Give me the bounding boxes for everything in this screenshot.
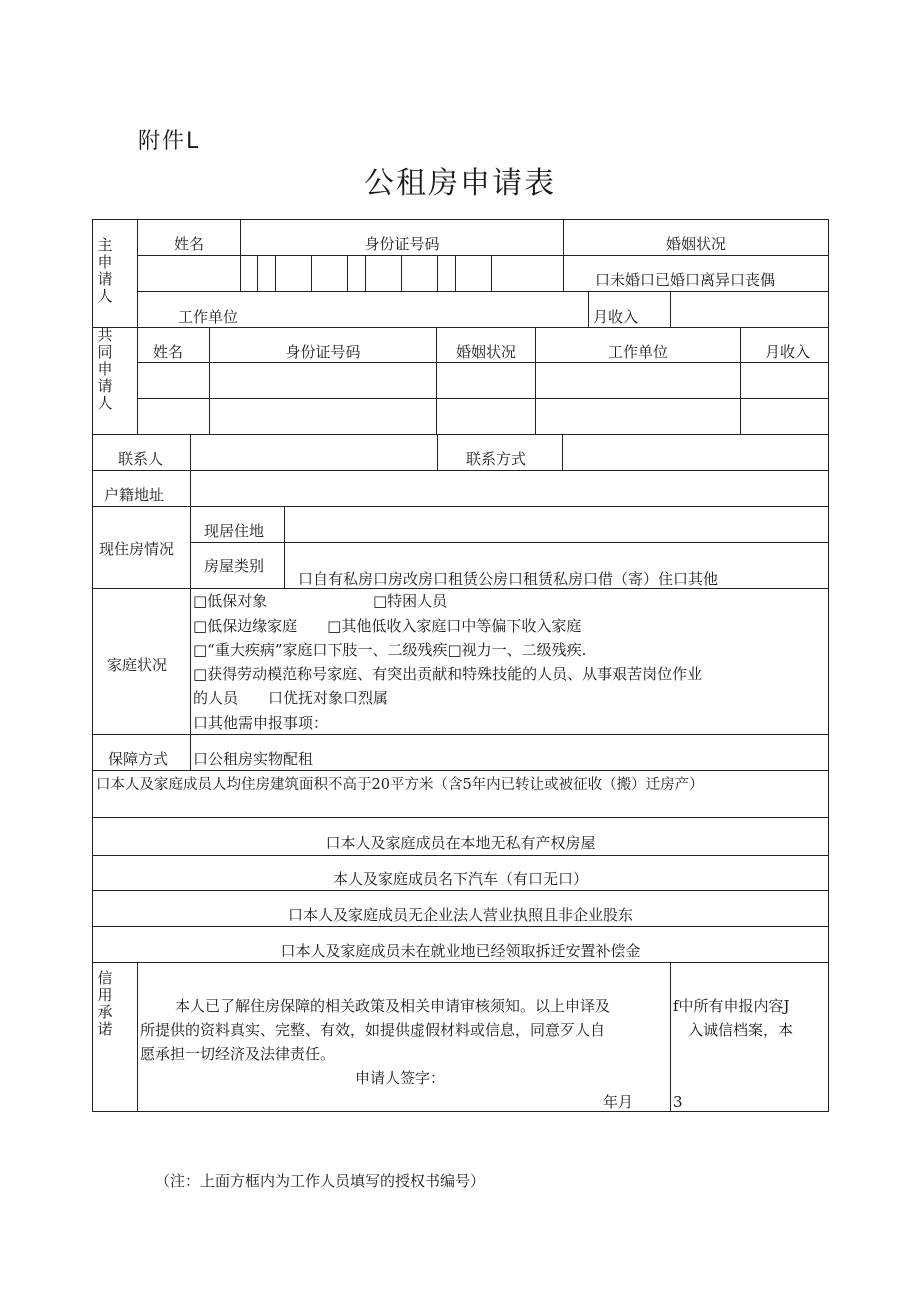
co-id-label: 身份证号码 [285,343,361,361]
rule [92,734,829,735]
rule [437,434,438,470]
rule [92,770,829,771]
rule [190,542,829,543]
id-digit-box [257,255,258,291]
rule [92,434,829,435]
condition-area[interactable]: 口本人及家庭成员人均住房建筑面积不高于20平方米（含5年内已转让或被征收（搬）迁房产） [96,777,704,793]
contact-method-label: 联系方式 [466,450,527,468]
condition-no-property[interactable]: 口本人及家庭成员在本地无私有产权房屋 [325,834,596,852]
border-top [92,219,829,220]
rule [92,926,829,927]
main-work-label: 工作单位 [178,308,239,326]
condition-no-business[interactable]: 口本人及家庭成员无企业法人营业执照且非企业股东 [287,906,633,924]
rule [190,506,191,588]
id-digit-box [491,255,492,291]
condition-vehicle[interactable]: 本人及家庭成员名下汽车（有口无口） [332,870,588,888]
date-label: 年月 [603,1093,634,1111]
condition-no-compensation[interactable]: 口本人及家庭成员未在就业地已经领取拆迁安置补偿金 [280,942,641,960]
housing-label: 现住房情况 [99,540,175,558]
house-type-label: 房屋类别 [204,557,265,575]
main-id-label: 身份证号码 [364,235,440,253]
credit-text-1: 本人已了解住房保障的相关政策及相关申请审核须知。以上申译及 [175,997,611,1015]
household-label: 户籍地址 [104,486,165,504]
rule [740,327,741,435]
family-option-3[interactable]: □“重大疾病”家庭口下肢一、二级残疾□视力一、二级残疾. [193,641,587,659]
contact-label: 联系人 [118,450,164,468]
family-option-6[interactable]: 口其他需申报事项： [193,714,329,732]
rule [563,219,564,291]
family-option-1a[interactable]: □低保对象 [193,592,268,610]
co-income-label: 月收入 [765,343,811,361]
credit-text-3: 愿承担一切经济及法律责任。 [140,1045,336,1063]
id-digit-box [401,255,402,291]
attachment-label: 附件L [138,129,201,154]
family-option-2[interactable]: □低保边缘家庭 □其他低收入家庭口中等偏下收入家庭 [193,617,582,635]
rule [92,506,829,507]
main-name-label: 姓名 [173,235,204,253]
guarantee-value[interactable]: 口公租房实物配租 [193,750,314,768]
main-applicant-label: 主申请人 [97,236,113,305]
id-digit-box [455,255,456,291]
credit-side-2: 入诚信档案，本 [688,1021,794,1039]
co-marital-label: 婚姻状况 [455,343,516,361]
rule [92,588,829,589]
border-right [828,219,829,1112]
id-digit-box [347,255,348,291]
co-name-label: 姓名 [153,343,184,361]
residence-label: 现居住地 [204,522,265,540]
border-left [92,219,93,1112]
family-option-4[interactable]: □获得劳动模范称号家庭、有突出贡献和特殊技能的人员、从事艰苦岗位作业 [193,665,703,683]
rule [588,291,589,327]
guarantee-label: 保障方式 [108,750,169,768]
rule [670,962,671,1112]
rule [92,890,829,891]
co-applicant-label: 共同申请人 [97,326,113,412]
credit-label: 信用承诺 [97,969,113,1038]
rule [137,291,828,292]
family-label: 家庭状况 [107,656,168,674]
family-option-5[interactable]: 的人员 口优抚对象口烈属 [193,689,389,707]
rule [240,219,241,291]
footnote: （注：上面方框内为工作人员填写的授权书编号） [155,1172,486,1190]
credit-text-2: 所提供的资料真实、完整、有效，如提供虚假材料或信息，同意歹人自 [140,1021,606,1039]
main-marital-options[interactable]: 口未婚口已婚口离异口丧偶 [595,271,776,289]
id-digit-box [365,255,366,291]
id-digit-box [311,255,312,291]
main-income-label: 月收入 [593,308,639,326]
rule [92,327,829,328]
rule [562,434,563,470]
rule [137,398,828,399]
id-digit-box [275,255,276,291]
rule [137,362,828,363]
id-digit-box [437,255,438,291]
rule [92,470,829,471]
rule [670,291,671,327]
rule [92,855,829,856]
co-work-label: 工作单位 [607,343,668,361]
form-title: 公租房申请表 [364,166,556,201]
house-type-options[interactable]: 口自有私房口房改房口租赁公房口租赁私房口借（寄）住口其他 [298,570,719,588]
border-bottom [92,1111,829,1112]
credit-side-3: 3 [673,1093,683,1111]
rule [137,327,138,435]
main-marital-label: 婚姻状况 [665,235,726,253]
rule [284,506,285,588]
rule [137,962,138,1112]
rule [92,817,829,818]
rule [190,588,191,770]
signature-label: 申请人签字： [355,1069,446,1087]
family-option-1b[interactable]: □特困人员 [373,592,448,610]
credit-side-1: f中所有申报内容J [673,997,790,1015]
rule [92,962,829,963]
